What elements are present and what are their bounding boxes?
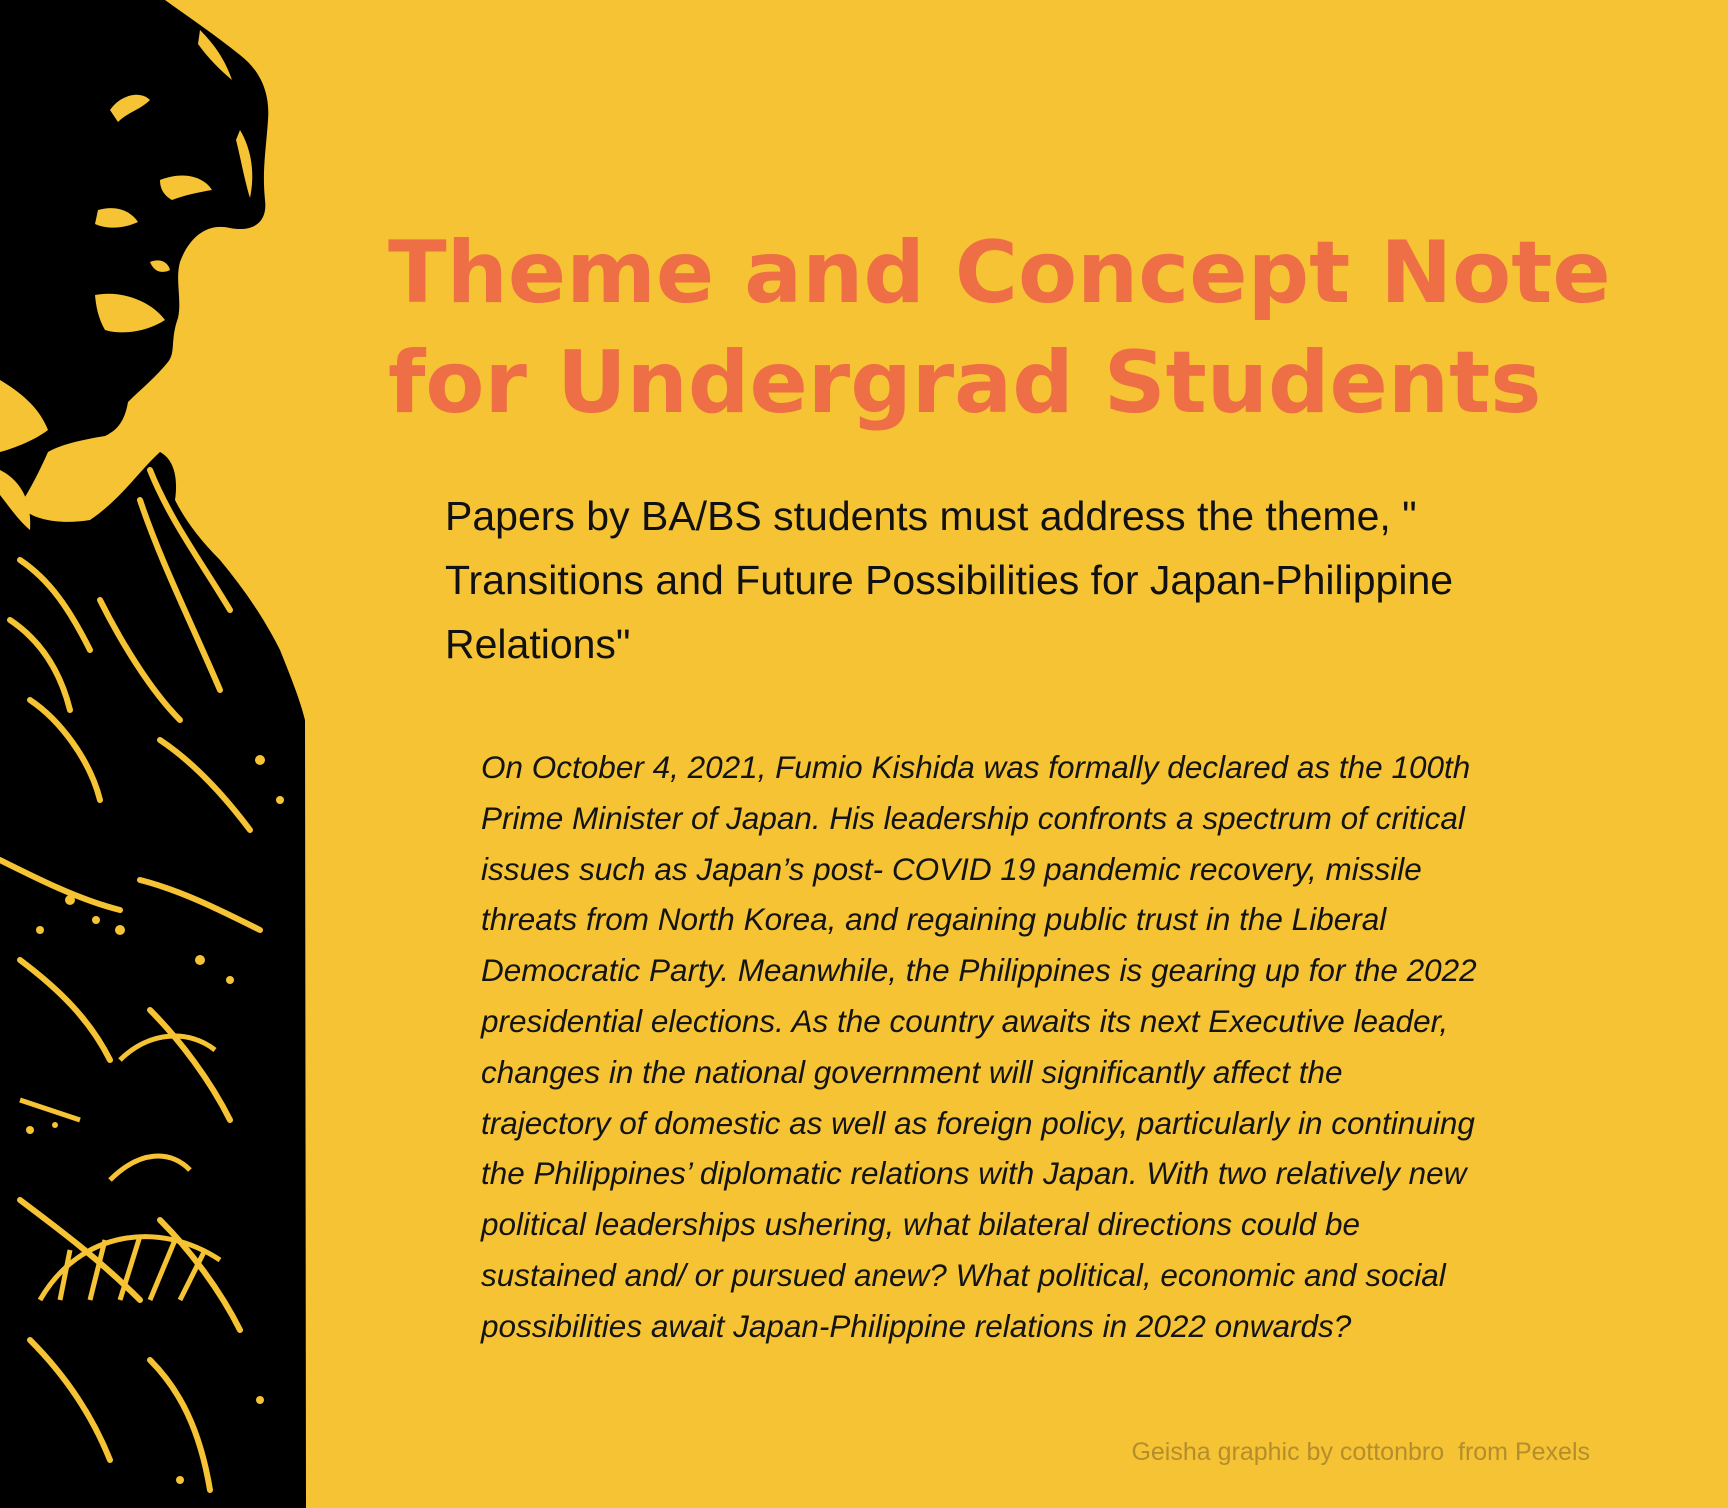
paragraph-line: possibilities await Japan-Philippine relations in 2022 onwards? bbox=[481, 1307, 1352, 1344]
theme-statement: Papers by BA/BS students must address the theme, " Transitions and Future Possibilities for Japan-Philippine Relations" bbox=[445, 493, 1454, 667]
page-title bbox=[388, 218, 1688, 438]
paragraph-line: Prime Minister of Japan. His leadership confronts a spectrum of critical bbox=[481, 799, 1465, 836]
paragraph-line: threats from North Korea, and regaining public trust in the Liberal bbox=[481, 901, 1387, 938]
paragraph-line: sustained and/ or pursued anew? What political, economic and social bbox=[481, 1256, 1446, 1293]
paragraph-line: the Philippines’ diplomatic relations with Japan. With two relatively new bbox=[481, 1155, 1467, 1192]
paragraph-line: issues such as Japan’s post- COVID 19 pandemic recovery, missile bbox=[481, 850, 1422, 887]
geisha-silhouette-illustration bbox=[0, 0, 310, 1508]
paragraph-line: changes in the national government will significantly affect the bbox=[481, 1053, 1343, 1090]
paragraph-line: trajectory of domestic as well as foreign policy, particularly in continuing bbox=[481, 1104, 1475, 1141]
paragraph-line: political leaderships ushering, what bilateral directions could be bbox=[481, 1206, 1361, 1243]
paragraph-line: presidential elections. As the country awaits its next Executive leader, bbox=[481, 1002, 1449, 1039]
title-line-1: Theme and Concept Note bbox=[388, 223, 1611, 323]
image-credit: Geisha graphic by cottonbro from Pexels bbox=[1131, 1438, 1590, 1466]
paragraph-line: Democratic Party. Meanwhile, the Philippines is gearing up for the 2022 bbox=[481, 952, 1477, 989]
title-line-2: for Undergrad Students bbox=[388, 333, 1542, 433]
paragraph-line: On October 4, 2021, Fumio Kishida was formally declared as the 100th bbox=[481, 749, 1471, 785]
concept-paragraph bbox=[481, 742, 1601, 1352]
